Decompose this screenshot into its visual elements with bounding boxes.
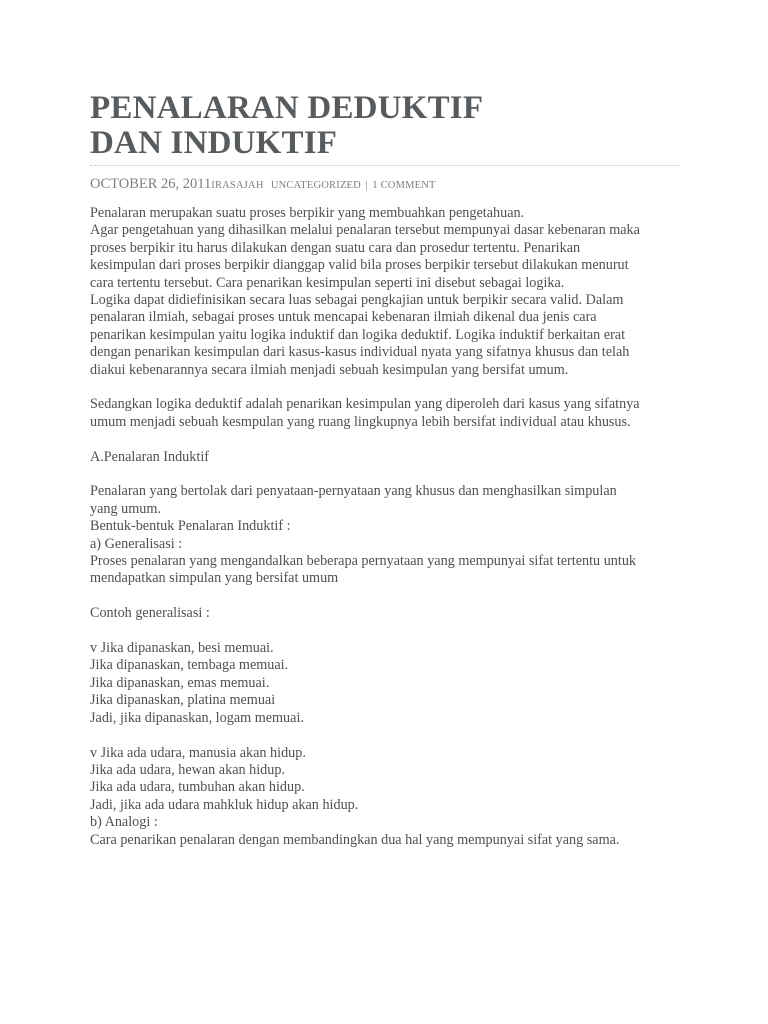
paragraph-contoh-label: Contoh generalisasi : bbox=[90, 605, 210, 622]
post-comments-link[interactable]: 1 COMMENT bbox=[372, 180, 436, 191]
post-author[interactable]: IRASAJAH bbox=[211, 180, 264, 191]
paragraph-induktif: Penalaran yang bertolak dari penyataan-pernyataan yang khusus dan menghasilkan simpulan yang umum. Bentuk-bentuk Penalaran Induktif : a) Generalisasi : Proses penalaran yang mengandalkan beberapa pernyataan yang mempunyai sifat tertentu untuk mendapatkan simpulan yang bersifat umum bbox=[90, 483, 637, 587]
post-title-line-1: PENALARAN DEDUKTIF bbox=[90, 90, 484, 126]
post-content bbox=[90, 205, 682, 849]
paragraph-intro: Penalaran merupakan suatu proses berpikir yang membuahkan pengetahuan. Agar pengetahuan yang dihasilkan melalui penalaran tersebut mempunyai dasar kebenaran maka proses berpikir itu harus dilakukan dengan suatu cara dan prosedur tertentu. Penarikan kesimpulan dari proses berpikir dianggap valid bila proses berpikir tersebut dilakukan menurut cara tertentu tersebut. Cara penarikan kesimpulan seperti ini disebut sebagai logika. Logika dapat didiefinisikan secara luas sebagai pengkajian untuk berpikir secara valid. Dalam penalaran ilmiah, sebagai proses untuk mencapai kebenaran ilmiah dikenal dua jenis cara penarikan kesimpulan yaitu logika induktif dan logika deduktif. Logika induktif berkaitan erat dengan penarikan kesimpulan dari kasus-kasus individual nyata yang sifatnya khusus dan telah diakui kebenarannya secara ilmiah menjadi sebuah kesimpulan yang bersifat umum. bbox=[90, 205, 640, 378]
post-meta bbox=[90, 175, 682, 195]
post-title-line-2: DAN INDUKTIF bbox=[90, 125, 338, 161]
post-category[interactable]: UNCATEGORIZED bbox=[270, 180, 361, 191]
section-heading-induktif: A.Penalaran Induktif bbox=[90, 448, 209, 465]
article bbox=[90, 0, 682, 849]
title-divider bbox=[90, 165, 680, 166]
post-title bbox=[90, 0, 682, 161]
example-list-1: v Jika dipanaskan, besi memuai. Jika dipanaskan, tembaga memuai. Jika dipanaskan, emas memuai. Jika dipanaskan, platina memuai Jadi, jika dipanaskan, logam memuai. bbox=[90, 640, 304, 726]
paragraph-deduktif: Sedangkan logika deduktif adalah penarikan kesimpulan yang diperoleh dari kasus yang sifatnya umum menjadi sebuah kesmpulan yang ruang lingkupnya lebih bersifat individual atau khusus. bbox=[90, 396, 640, 430]
example-list-2: v Jika ada udara, manusia akan hidup. Jika ada udara, hewan akan hidup. Jika ada udara, tumbuhan akan hidup. Jadi, jika ada udara mahkluk hidup akan hidup. b) Analogi : Cara penarikan penalaran dengan membandingkan dua hal yang mempunyai sifat yang sama. bbox=[90, 744, 620, 848]
meta-separator: | bbox=[365, 180, 368, 191]
post-date[interactable]: OCTOBER 26, 2011 bbox=[90, 176, 212, 192]
